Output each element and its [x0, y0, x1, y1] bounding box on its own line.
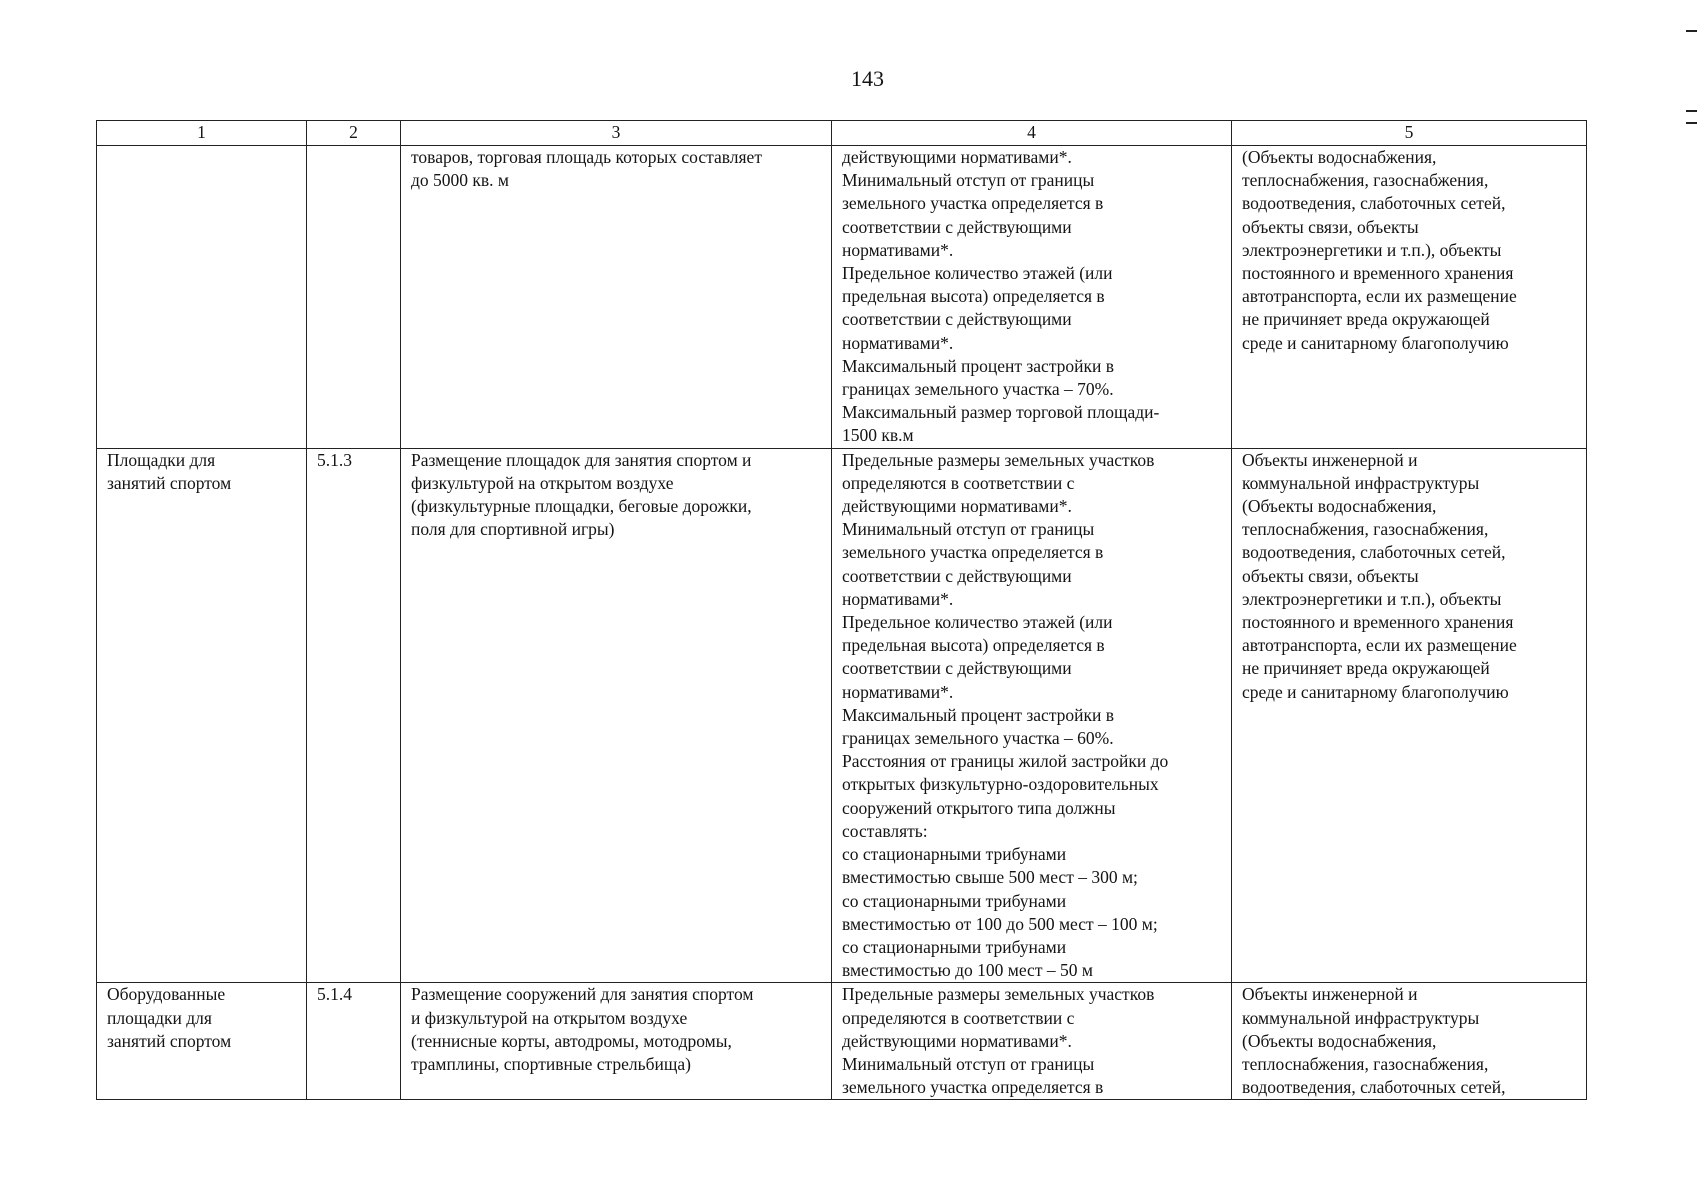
- scan-edge-mark-bottom: [1686, 122, 1697, 124]
- parameters-cell: Предельные размеры земельных участков определяются в соответствии с действующими нормативами*. Минимальный отступ от границы земельного участка определяется в: [832, 983, 1232, 1100]
- column-header: 4: [832, 121, 1232, 146]
- land-use-name-cell: Оборудованные площадки для занятий спортом: [97, 983, 307, 1100]
- parameters-cell: Предельные размеры земельных участков определяются в соответствии с действующими нормативами*. Минимальный отступ от границы земельного участка определяется в соответствии с действующими нормативами*. Предельное количество этажей (или предельная высота) определяется в соответствии с действующими нормативами*. Максимальный процент застройки в границах земельного участка – 60%. Расстояния от границы жилой застройки до открытых физкультурно-оздоровительных сооружений открытого типа должны составлять: со стационарными трибунами вместимостью свыше 500 мест – 300 м; со стационарными трибунами вместимостью от 100 до 500 мест – 100 м; со стационарными трибунами вместимостью до 100 мест – 50 м: [832, 448, 1232, 983]
- land-use-description-cell: Размещение площадок для занятия спортом и физкультурой на открытом воздухе (физкультурные площадки, беговые дорожки, поля для спортивной игры): [401, 448, 832, 983]
- land-use-code-cell: 5.1.3: [307, 448, 401, 983]
- page-number: 143: [851, 66, 884, 91]
- table-row: [97, 983, 1587, 1100]
- land-use-description-cell: Размещение сооружений для занятия спортом и физкультурой на открытом воздухе (теннисные корты, автодромы, мотодромы, трамплины, спортивные стрельбища): [401, 983, 832, 1100]
- scan-edge-mark-top: [1686, 30, 1697, 32]
- land-use-description-cell: товаров, торговая площадь которых составляет до 5000 кв. м: [401, 146, 832, 449]
- table-row: [97, 146, 1587, 449]
- land-use-name-cell: Площадки для занятий спортом: [97, 448, 307, 983]
- table-header-row: [97, 121, 1587, 146]
- table-row: [97, 448, 1587, 983]
- scan-edge-mark-middle: [1686, 110, 1697, 112]
- auxiliary-uses-cell: (Объекты водоснабжения, теплоснабжения, газоснабжения, водоотведения, слаботочных сетей, объекты связи, объекты электроэнергетики и т.п.), объекты постоянного и временного хранения автотранспорта, если их размещение не причиняет вреда окружающей среде и санитарному благополучию: [1232, 146, 1587, 449]
- parameters-cell: действующими нормативами*. Минимальный отступ от границы земельного участка определяется в соответствии с действующими нормативами*. Предельное количество этажей (или предельная высота) определяется в соответствии с действующими нормативами*. Максимальный процент застройки в границах земельного участка – 70%. Максимальный размер торговой площади- 1500 кв.м: [832, 146, 1232, 449]
- column-header: 3: [401, 121, 832, 146]
- auxiliary-uses-cell: Объекты инженерной и коммунальной инфраструктуры (Объекты водоснабжения, теплоснабжения, газоснабжения, водоотведения, слаботочных сетей,: [1232, 983, 1587, 1100]
- column-header: 1: [97, 121, 307, 146]
- land-use-code-cell: 5.1.4: [307, 983, 401, 1100]
- auxiliary-uses-cell: Объекты инженерной и коммунальной инфраструктуры (Объекты водоснабжения, теплоснабжения, газоснабжения, водоотведения, слаботочных сетей, объекты связи, объекты электроэнергетики и т.п.), объекты постоянного и временного хранения автотранспорта, если их размещение не причиняет вреда окружающей среде и санитарному благополучию: [1232, 448, 1587, 983]
- land-use-name-cell: [97, 146, 307, 449]
- column-header: 5: [1232, 121, 1587, 146]
- zoning-table: [96, 120, 1587, 1100]
- land-use-code-cell: [307, 146, 401, 449]
- column-header: 2: [307, 121, 401, 146]
